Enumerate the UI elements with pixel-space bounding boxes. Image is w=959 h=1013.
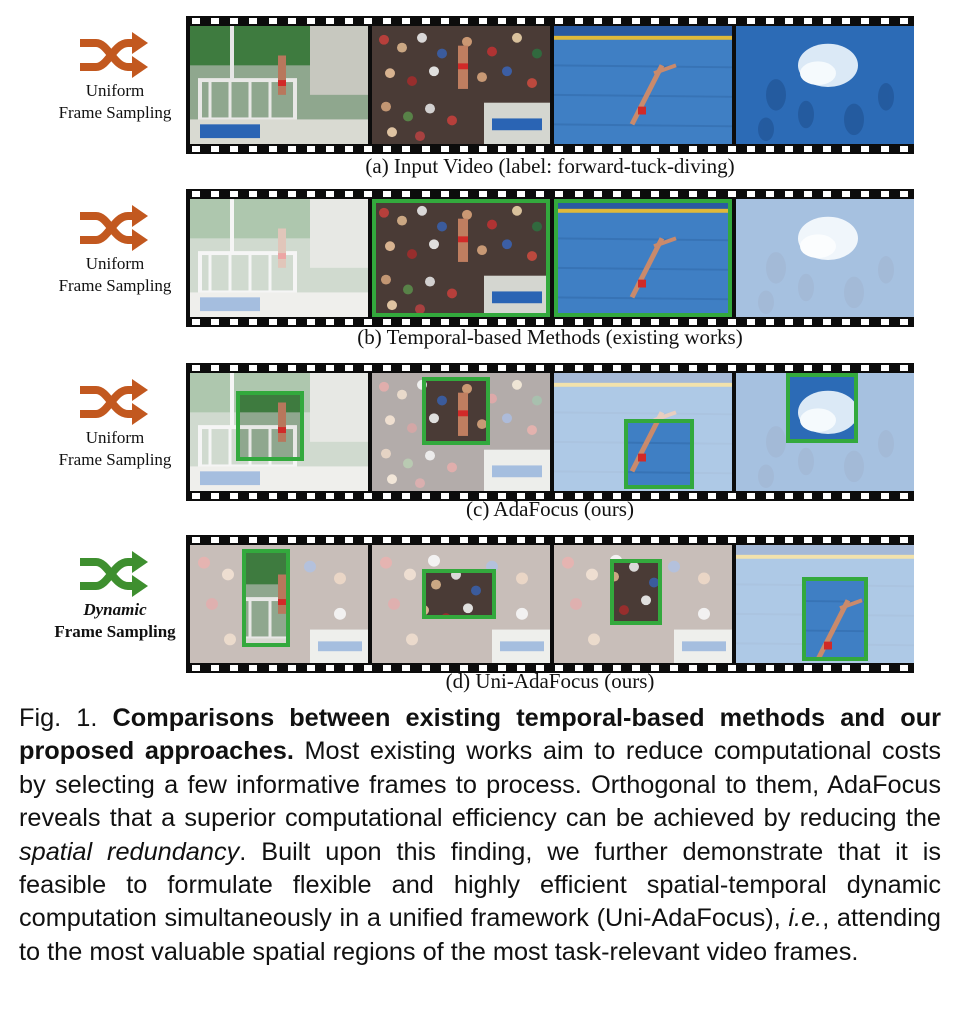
film-hole (728, 537, 736, 543)
video-frame-2 (372, 545, 550, 663)
film-hole (881, 146, 889, 152)
subfigure-caption: (c) AdaFocus (ours) (466, 497, 634, 521)
film-hole (747, 365, 755, 371)
film-hole (249, 146, 257, 152)
film-hole (326, 365, 334, 371)
film-hole (842, 191, 850, 197)
film-hole (402, 365, 410, 371)
film-hole (402, 537, 410, 543)
film-hole (785, 537, 793, 543)
sampling-panel (20, 203, 210, 297)
film-hole (345, 146, 353, 152)
shuffle-icon (80, 377, 150, 427)
shuffle-icon (80, 549, 150, 599)
film-hole (460, 191, 468, 197)
film-hole (728, 18, 736, 24)
shuffle-icon (80, 30, 150, 80)
film-hole (536, 365, 544, 371)
film-hole (422, 146, 430, 152)
film-hole (364, 18, 372, 24)
film-hole (900, 18, 908, 24)
film-hole (689, 191, 697, 197)
film-hole (364, 191, 372, 197)
film-hole (842, 537, 850, 543)
sampling-label-line2: Frame Sampling (58, 450, 172, 469)
film-hole (861, 191, 869, 197)
film-hole (498, 146, 506, 152)
film-hole (861, 365, 869, 371)
focus-region-box (236, 391, 304, 461)
film-hole (823, 18, 831, 24)
film-hole (651, 365, 659, 371)
film-hole (326, 191, 334, 197)
film-hole (651, 191, 659, 197)
caption-emphasis-ie: i.e. (788, 904, 823, 933)
film-hole (326, 18, 334, 24)
film-hole (422, 537, 430, 543)
film-hole (230, 537, 238, 543)
sampling-label-line2: Frame Sampling (58, 103, 172, 122)
film-hole (804, 537, 812, 543)
film-hole (575, 191, 583, 197)
film-hole (288, 191, 296, 197)
film-hole (345, 18, 353, 24)
film-hole (441, 537, 449, 543)
film-strip (186, 363, 914, 501)
row-b (0, 185, 959, 355)
film-hole (211, 365, 219, 371)
video-frame-4 (736, 199, 914, 317)
film-hole (555, 537, 563, 543)
film-perforations (186, 189, 914, 199)
film-hole (517, 18, 525, 24)
focus-region-box (786, 373, 858, 443)
video-frame-3 (554, 545, 732, 663)
film-hole (383, 18, 391, 24)
film-hole (861, 18, 869, 24)
film-hole (269, 537, 277, 543)
film-hole (613, 365, 621, 371)
film-hole (766, 537, 774, 543)
sampling-label-line1: Uniform (85, 428, 145, 447)
film-hole (307, 18, 315, 24)
subfigure-caption: (a) Input Video (label: forward-tuck-diving) (365, 154, 735, 178)
film-hole (326, 537, 334, 543)
film-hole (288, 146, 296, 152)
video-frame-3 (554, 373, 732, 491)
film-hole (881, 191, 889, 197)
film-hole (594, 537, 602, 543)
film-hole (345, 191, 353, 197)
film-perforations (186, 16, 914, 26)
film-hole (402, 191, 410, 197)
film-hole (517, 537, 525, 543)
film-hole (881, 18, 889, 24)
film-hole (441, 146, 449, 152)
film-hole (479, 191, 487, 197)
film-hole (536, 146, 544, 152)
film-perforations (186, 535, 914, 545)
film-hole (804, 365, 812, 371)
film-hole (555, 365, 563, 371)
film-hole (747, 537, 755, 543)
video-frame-4 (736, 373, 914, 491)
film-hole (823, 191, 831, 197)
film-hole (536, 191, 544, 197)
film-hole (402, 18, 410, 24)
film-hole (211, 191, 219, 197)
film-hole (728, 191, 736, 197)
film-hole (383, 537, 391, 543)
film-hole (364, 537, 372, 543)
film-hole (288, 365, 296, 371)
film-hole (307, 537, 315, 543)
film-hole (192, 537, 200, 543)
film-hole (192, 18, 200, 24)
film-hole (422, 365, 430, 371)
film-perforations (186, 144, 914, 154)
film-hole (498, 365, 506, 371)
film-hole (861, 537, 869, 543)
film-hole (211, 537, 219, 543)
film-hole (211, 18, 219, 24)
film-hole (594, 146, 602, 152)
sampling-label-line2: Frame Sampling (58, 276, 172, 295)
film-hole (345, 537, 353, 543)
shuffle-icon (80, 203, 150, 253)
film-hole (632, 191, 640, 197)
film-hole (269, 146, 277, 152)
film-hole (766, 18, 774, 24)
film-hole (575, 365, 583, 371)
film-hole (288, 537, 296, 543)
film-hole (900, 365, 908, 371)
film-hole (842, 365, 850, 371)
film-hole (575, 146, 583, 152)
film-hole (269, 18, 277, 24)
sampling-label-line1: Uniform (85, 254, 145, 273)
film-hole (441, 365, 449, 371)
film-hole (498, 191, 506, 197)
film-hole (670, 18, 678, 24)
film-hole (249, 537, 257, 543)
film-hole (689, 18, 697, 24)
row-c (0, 359, 959, 529)
film-hole (517, 365, 525, 371)
film-hole (517, 146, 525, 152)
video-frame-1 (190, 373, 368, 491)
film-hole (651, 18, 659, 24)
film-hole (383, 146, 391, 152)
film-hole (192, 191, 200, 197)
film-hole (842, 18, 850, 24)
film-hole (383, 365, 391, 371)
film-hole (211, 146, 219, 152)
film-hole (460, 146, 468, 152)
film-hole (345, 365, 353, 371)
film-hole (460, 18, 468, 24)
selected-frame-box (372, 199, 550, 317)
film-hole (613, 146, 621, 152)
film-hole (861, 146, 869, 152)
film-hole (383, 191, 391, 197)
film-hole (632, 18, 640, 24)
selected-frame-box (554, 199, 732, 317)
focus-region-box (422, 377, 490, 445)
film-hole (708, 146, 716, 152)
film-hole (651, 537, 659, 543)
film-hole (422, 191, 430, 197)
film-hole (441, 18, 449, 24)
film-hole (785, 146, 793, 152)
film-hole (823, 146, 831, 152)
film-hole (288, 18, 296, 24)
film-hole (670, 191, 678, 197)
subfigure-caption: (d) Uni-AdaFocus (ours) (445, 669, 655, 693)
video-frame-4 (736, 26, 914, 144)
focus-region-box (610, 559, 662, 625)
film-hole (460, 365, 468, 371)
film-hole (479, 146, 487, 152)
film-hole (575, 537, 583, 543)
caption-emphasis-spatial-redundancy: spatial redundancy (19, 837, 240, 866)
row-d (0, 531, 959, 701)
film-hole (422, 18, 430, 24)
film-hole (364, 146, 372, 152)
film-hole (900, 537, 908, 543)
film-hole (708, 18, 716, 24)
film-hole (804, 191, 812, 197)
figure-caption (19, 702, 941, 969)
video-frame-1 (190, 545, 368, 663)
video-frame-2 (372, 373, 550, 491)
film-hole (479, 18, 487, 24)
film-hole (402, 146, 410, 152)
film-hole (249, 191, 257, 197)
film-strip (186, 189, 914, 327)
film-hole (900, 191, 908, 197)
film-hole (230, 18, 238, 24)
film-hole (249, 365, 257, 371)
film-hole (555, 191, 563, 197)
film-hole (632, 365, 640, 371)
film-hole (517, 191, 525, 197)
film-hole (747, 191, 755, 197)
film-hole (728, 146, 736, 152)
caption-text-part1: Most existing works aim to reduce computational costs by selecting a few informative frames to process. Orthogonal to them, AdaFocus reveals that a superior computational efficiency can be achieved by reducing the (19, 737, 941, 833)
film-hole (613, 537, 621, 543)
film-hole (613, 18, 621, 24)
film-hole (536, 18, 544, 24)
film-hole (498, 537, 506, 543)
film-hole (823, 365, 831, 371)
film-hole (575, 18, 583, 24)
film-hole (804, 18, 812, 24)
film-hole (441, 191, 449, 197)
film-hole (689, 365, 697, 371)
film-hole (230, 191, 238, 197)
film-hole (728, 365, 736, 371)
sampling-label-line1: Dynamic (83, 600, 147, 619)
film-hole (192, 146, 200, 152)
film-hole (479, 365, 487, 371)
focus-region-box (422, 569, 496, 619)
figure-label: Fig. 1. (19, 704, 98, 732)
focus-region-box (802, 577, 868, 661)
film-hole (555, 18, 563, 24)
focus-region-box (624, 419, 694, 489)
sampling-panel (20, 30, 210, 124)
video-frame-2 (372, 199, 550, 317)
video-frame-1 (190, 199, 368, 317)
film-hole (842, 146, 850, 152)
film-hole (785, 365, 793, 371)
film-hole (689, 146, 697, 152)
film-hole (460, 537, 468, 543)
film-hole (785, 18, 793, 24)
film-hole (766, 191, 774, 197)
film-hole (670, 146, 678, 152)
sampling-panel (20, 377, 210, 471)
film-hole (307, 191, 315, 197)
film-hole (747, 146, 755, 152)
film-hole (307, 365, 315, 371)
film-hole (479, 537, 487, 543)
film-hole (269, 365, 277, 371)
film-hole (613, 191, 621, 197)
film-perforations (186, 363, 914, 373)
film-hole (823, 537, 831, 543)
film-hole (804, 146, 812, 152)
film-strip (186, 16, 914, 154)
film-hole (632, 146, 640, 152)
film-hole (651, 146, 659, 152)
video-frame-2 (372, 26, 550, 144)
film-hole (555, 146, 563, 152)
video-frame-3 (554, 26, 732, 144)
sampling-panel (20, 549, 210, 643)
sampling-label-line2: Frame Sampling (54, 622, 176, 641)
film-hole (900, 146, 908, 152)
film-hole (230, 146, 238, 152)
film-hole (326, 146, 334, 152)
focus-region-box (242, 549, 290, 647)
film-hole (766, 365, 774, 371)
film-hole (766, 146, 774, 152)
video-frame-1 (190, 26, 368, 144)
sampling-label-line1: Uniform (85, 81, 145, 100)
film-hole (249, 18, 257, 24)
film-hole (269, 191, 277, 197)
film-hole (364, 365, 372, 371)
film-hole (708, 365, 716, 371)
caption-text-part2: . Built upon this finding, we further demonstrate that it is feasible to formulate flexible and highly efficient spatial-temporal dynamic computation simultaneously in a unified framework (Uni-AdaFocus), (19, 837, 941, 933)
film-hole (708, 191, 716, 197)
figure-title: Comparisons between existing temporal-based methods and our proposed approaches. (19, 704, 942, 766)
film-hole (881, 537, 889, 543)
film-hole (670, 537, 678, 543)
film-hole (230, 365, 238, 371)
film-hole (881, 365, 889, 371)
film-hole (594, 191, 602, 197)
film-hole (536, 537, 544, 543)
film-hole (307, 146, 315, 152)
film-hole (498, 18, 506, 24)
video-frame-4 (736, 545, 914, 663)
film-hole (670, 365, 678, 371)
row-a (0, 12, 959, 182)
film-hole (785, 191, 793, 197)
film-hole (689, 537, 697, 543)
video-frame-3 (554, 199, 732, 317)
film-hole (594, 18, 602, 24)
film-hole (632, 537, 640, 543)
film-hole (708, 537, 716, 543)
film-hole (192, 365, 200, 371)
film-hole (747, 18, 755, 24)
film-strip (186, 535, 914, 673)
caption-text-part3: , attending to the most valuable spatial regions of the most task-relevant video frames. (19, 904, 941, 966)
film-hole (594, 365, 602, 371)
subfigure-caption: (b) Temporal-based Methods (existing works) (357, 325, 743, 349)
